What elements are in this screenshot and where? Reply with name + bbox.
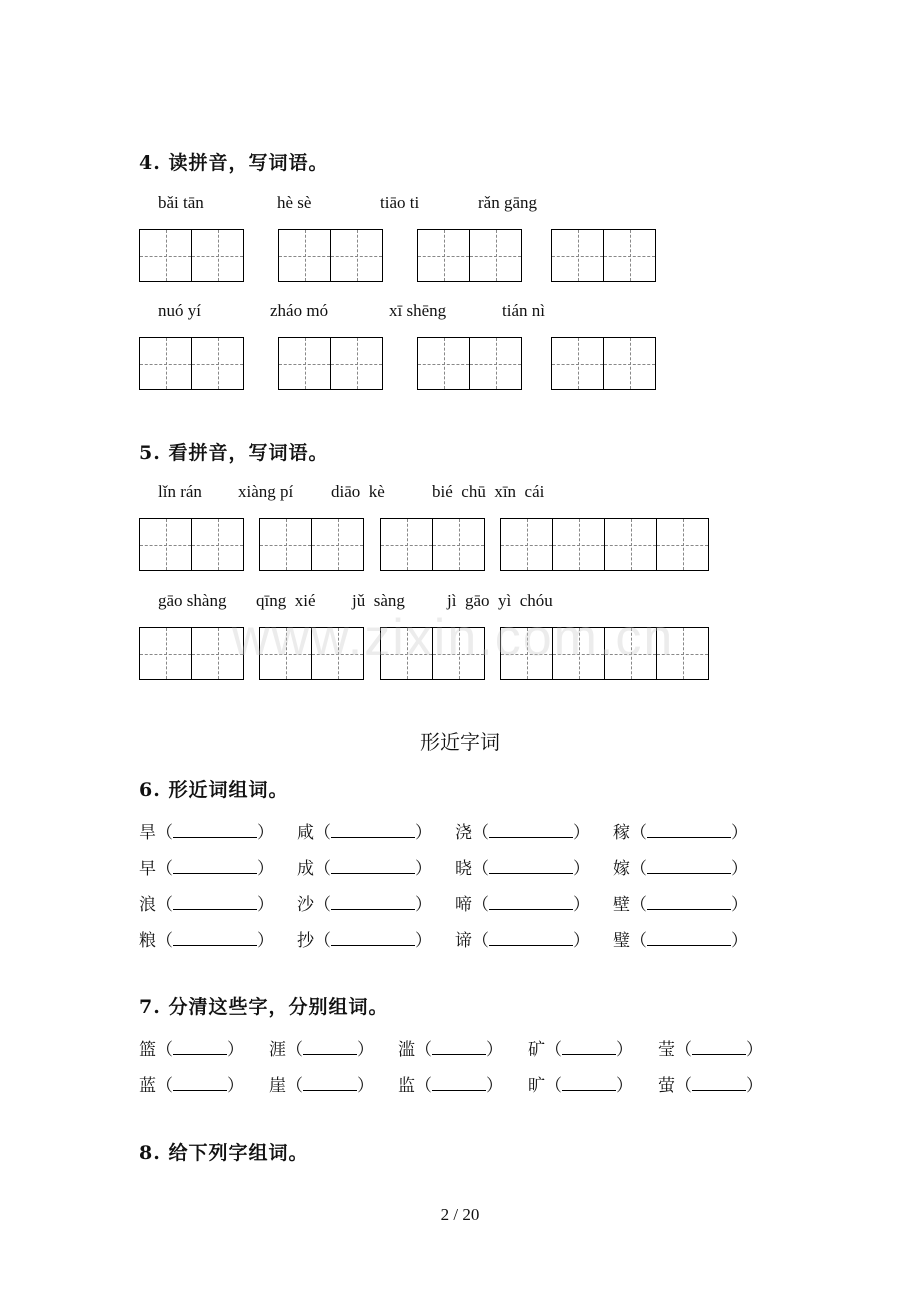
answer-blank[interactable] xyxy=(562,1076,616,1091)
word-row: 粮 （ ） 抄 （ ） 谛 （ ） 璧 （ ） xyxy=(139,926,753,951)
watermark: www.zixin.com.cn xyxy=(232,609,675,667)
pinyin-label: hè sè xyxy=(277,193,312,212)
answer-blank[interactable] xyxy=(489,895,573,910)
word-row: 蓝 （ ） 崖 （ ） 监 （ ） 旷 （ ） 萤 （ ） xyxy=(139,1071,770,1096)
answer-blank[interactable] xyxy=(647,859,731,874)
answer-blank[interactable] xyxy=(647,823,731,838)
char: 谛 xyxy=(455,931,472,951)
answer-blank[interactable] xyxy=(489,823,573,838)
answer-blank[interactable] xyxy=(331,859,415,874)
answer-blank[interactable] xyxy=(647,895,731,910)
q4-title: 4. 读拼音，写词语。 xyxy=(139,152,329,174)
char: 浪 xyxy=(139,895,156,915)
answer-blank[interactable] xyxy=(562,1040,616,1055)
writing-grid[interactable] xyxy=(417,229,522,282)
word-row: 浪 （ ） 沙 （ ） 啼 （ ） 壁 （ ） xyxy=(139,890,753,915)
pinyin-label: tiāo ti xyxy=(380,193,420,212)
answer-blank[interactable] xyxy=(331,823,415,838)
q6-title: 6. 形近词组词。 xyxy=(139,779,289,801)
writing-grid[interactable] xyxy=(551,337,656,390)
word-row: 篮 （ ） 涯 （ ） 滥 （ ） 矿 （ ） 莹 （ ） xyxy=(139,1035,770,1060)
pinyin-label: bié chū xīn cái xyxy=(432,482,545,501)
answer-blank[interactable] xyxy=(173,1040,227,1055)
answer-blank[interactable] xyxy=(303,1076,357,1091)
answer-blank[interactable] xyxy=(647,931,731,946)
char: 成 xyxy=(297,859,314,879)
char: 嫁 xyxy=(613,859,630,879)
word-row: 旱 （ ） 咸 （ ） 浇 （ ） 稼 （ ） xyxy=(139,818,753,843)
answer-blank[interactable] xyxy=(331,895,415,910)
section-title: 形近字词 xyxy=(420,730,500,754)
writing-grid[interactable] xyxy=(380,518,485,571)
char: 矿 xyxy=(528,1040,545,1060)
pinyin-label: jì gāo yì chóu xyxy=(447,591,553,610)
answer-blank[interactable] xyxy=(692,1040,746,1055)
pinyin-label: lǐn rán xyxy=(158,482,202,501)
q8-title: 8. 给下列字组词。 xyxy=(139,1142,309,1164)
char: 蓝 xyxy=(139,1076,156,1096)
char: 晓 xyxy=(455,859,472,879)
writing-grid[interactable] xyxy=(259,518,364,571)
answer-blank[interactable] xyxy=(432,1040,486,1055)
q5-title: 5. 看拼音，写词语。 xyxy=(139,442,329,464)
answer-blank[interactable] xyxy=(173,895,257,910)
answer-blank[interactable] xyxy=(489,859,573,874)
pinyin-label: diāo kè xyxy=(331,482,385,501)
char: 篮 xyxy=(139,1040,156,1060)
char: 抄 xyxy=(297,931,314,951)
pinyin-label: nuó yí xyxy=(158,301,201,320)
writing-grid[interactable] xyxy=(139,337,244,390)
answer-blank[interactable] xyxy=(173,931,257,946)
char: 啼 xyxy=(455,895,472,915)
q7-title: 7. 分清这些字，分别组词。 xyxy=(139,996,389,1018)
answer-blank[interactable] xyxy=(303,1040,357,1055)
char: 萤 xyxy=(658,1076,675,1096)
writing-grid[interactable] xyxy=(139,627,244,680)
answer-blank[interactable] xyxy=(173,859,257,874)
writing-grid[interactable] xyxy=(139,518,244,571)
char: 涯 xyxy=(269,1040,286,1060)
pinyin-label: xiàng pí xyxy=(238,482,294,501)
answer-blank[interactable] xyxy=(432,1076,486,1091)
page-number: 2 / 20 xyxy=(440,1205,480,1224)
char: 壁 xyxy=(613,895,630,915)
answer-blank[interactable] xyxy=(331,931,415,946)
pinyin-label: jǔ sàng xyxy=(352,591,405,610)
char: 莹 xyxy=(658,1040,675,1060)
pinyin-label: zháo mó xyxy=(270,301,329,320)
writing-grid[interactable] xyxy=(551,229,656,282)
char: 浇 xyxy=(455,823,472,843)
writing-grid[interactable] xyxy=(278,337,383,390)
pinyin-label: gāo shàng xyxy=(158,591,227,610)
char: 稼 xyxy=(613,823,630,843)
pinyin-label: rǎn gāng xyxy=(478,193,538,212)
char: 粮 xyxy=(139,931,156,951)
pinyin-label: tián nì xyxy=(502,301,545,320)
pinyin-label: qīng xié xyxy=(256,591,316,610)
char: 旱 xyxy=(139,823,156,843)
answer-blank[interactable] xyxy=(489,931,573,946)
char: 崖 xyxy=(269,1076,286,1096)
char: 滥 xyxy=(398,1040,415,1060)
char: 沙 xyxy=(297,895,314,915)
answer-blank[interactable] xyxy=(173,1076,227,1091)
writing-grid[interactable] xyxy=(500,518,709,571)
pinyin-label: xī shēng xyxy=(389,301,447,320)
char: 咸 xyxy=(297,823,314,843)
writing-grid[interactable] xyxy=(278,229,383,282)
char: 早 xyxy=(139,859,156,879)
char: 璧 xyxy=(613,931,630,951)
writing-grid[interactable] xyxy=(139,229,244,282)
char: 监 xyxy=(398,1076,415,1096)
answer-blank[interactable] xyxy=(173,823,257,838)
answer-blank[interactable] xyxy=(692,1076,746,1091)
pinyin-label: bǎi tān xyxy=(158,193,204,212)
char: 旷 xyxy=(528,1076,545,1096)
word-row: 早 （ ） 成 （ ） 晓 （ ） 嫁 （ ） xyxy=(139,854,753,879)
writing-grid[interactable] xyxy=(417,337,522,390)
